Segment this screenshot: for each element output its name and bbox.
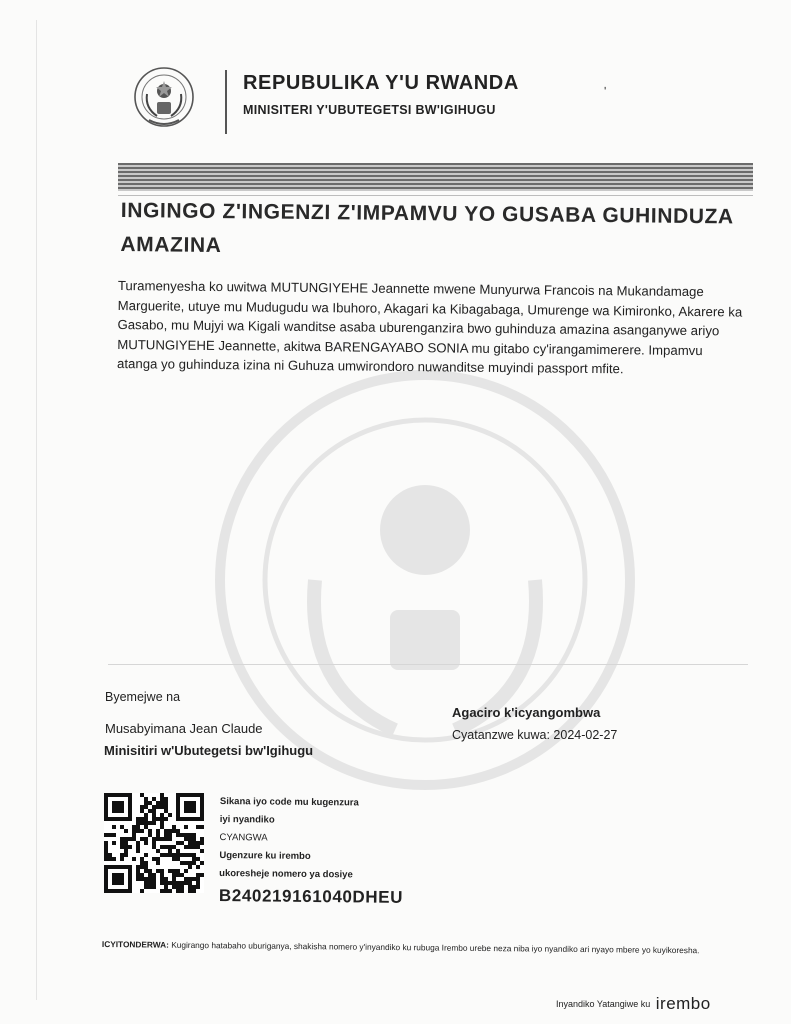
republic-name: REPUBULIKA Y'U RWANDA	[243, 72, 519, 94]
or-label: CYANGWA	[219, 831, 268, 844]
header-stripe	[118, 163, 753, 191]
document-title: INGINGO Z'INGENZI Z'IMPAMVU YO GUSABA GUHINDUZA AMAZINA	[120, 198, 734, 258]
document-body: Turamenyesha ko uwitwa MUTUNGIYEHE Jeannette mwene Munyurwa Francois na Mukandamage Marguerite, utuye mu Mudugudu wa Ibuhoro, Akagari ka Kibagabaga, Umurenge wa Kimironko, Akarere ka Gasabo, mu Mujyi wa Kigali wanditse asaba uburenganzira bwo guhinduza amazina asanganywe ariyo MUTUNGIYEHE Jeannette, akitwa BARENGAYABO SONIA mu gitabo cy'irangamimerere. Impamvu atanga yo guhinduza izina ni Guhuza umwirondoro nuwanditse muyindi passport mfite.	[117, 277, 743, 377]
approver-name: Musabyimana Jean Claude	[105, 721, 263, 736]
document-number: B240219161040DHEU	[218, 885, 404, 907]
footer	[556, 994, 711, 1014]
document-value-label: Agaciro k'icyangombwa	[452, 705, 601, 720]
rwanda-seal-icon	[133, 64, 195, 134]
scan-instruction: Sikana iyo code mu kugenzura	[219, 796, 359, 809]
verification-block	[219, 796, 480, 909]
scan-instruction-2: iyi nyandiko	[219, 813, 275, 826]
irembo-logo: irembo	[655, 994, 711, 1013]
qr-code-icon[interactable]	[104, 793, 204, 893]
notice	[102, 937, 722, 957]
notice-text: Kugirango hatabaho uburiganya, shakisha nomero y'inyandiko ku rubuga Irembo urebe neza niba iyo nyandiko ari nyayo mbere yo kuyikoresha.	[171, 939, 700, 956]
notice-label: ICYITONDERWA:	[101, 938, 169, 950]
section-divider	[108, 664, 748, 665]
file-number-instruction: ukoresheje nomero ya dosiye	[219, 867, 353, 881]
irembo-instruction: Ugenzure ku irembo	[219, 849, 311, 862]
ministry-name: MINISITERI Y'UBUTEGETSI BW'IGIHUGU	[243, 103, 496, 117]
footer-text: Inyandiko Yatangiwe ku	[556, 999, 651, 1009]
approver-position: Minisitiri w'Ubutegetsi bw'Igihugu	[104, 743, 314, 758]
approved-by-label: Byemejwe na	[105, 690, 181, 704]
header-divider	[225, 70, 227, 134]
scan-edge	[36, 20, 37, 1000]
issued-date: Cyatanzwe kuwa: 2024-02-27	[452, 728, 618, 742]
pen-mark: ʹ	[604, 84, 607, 98]
